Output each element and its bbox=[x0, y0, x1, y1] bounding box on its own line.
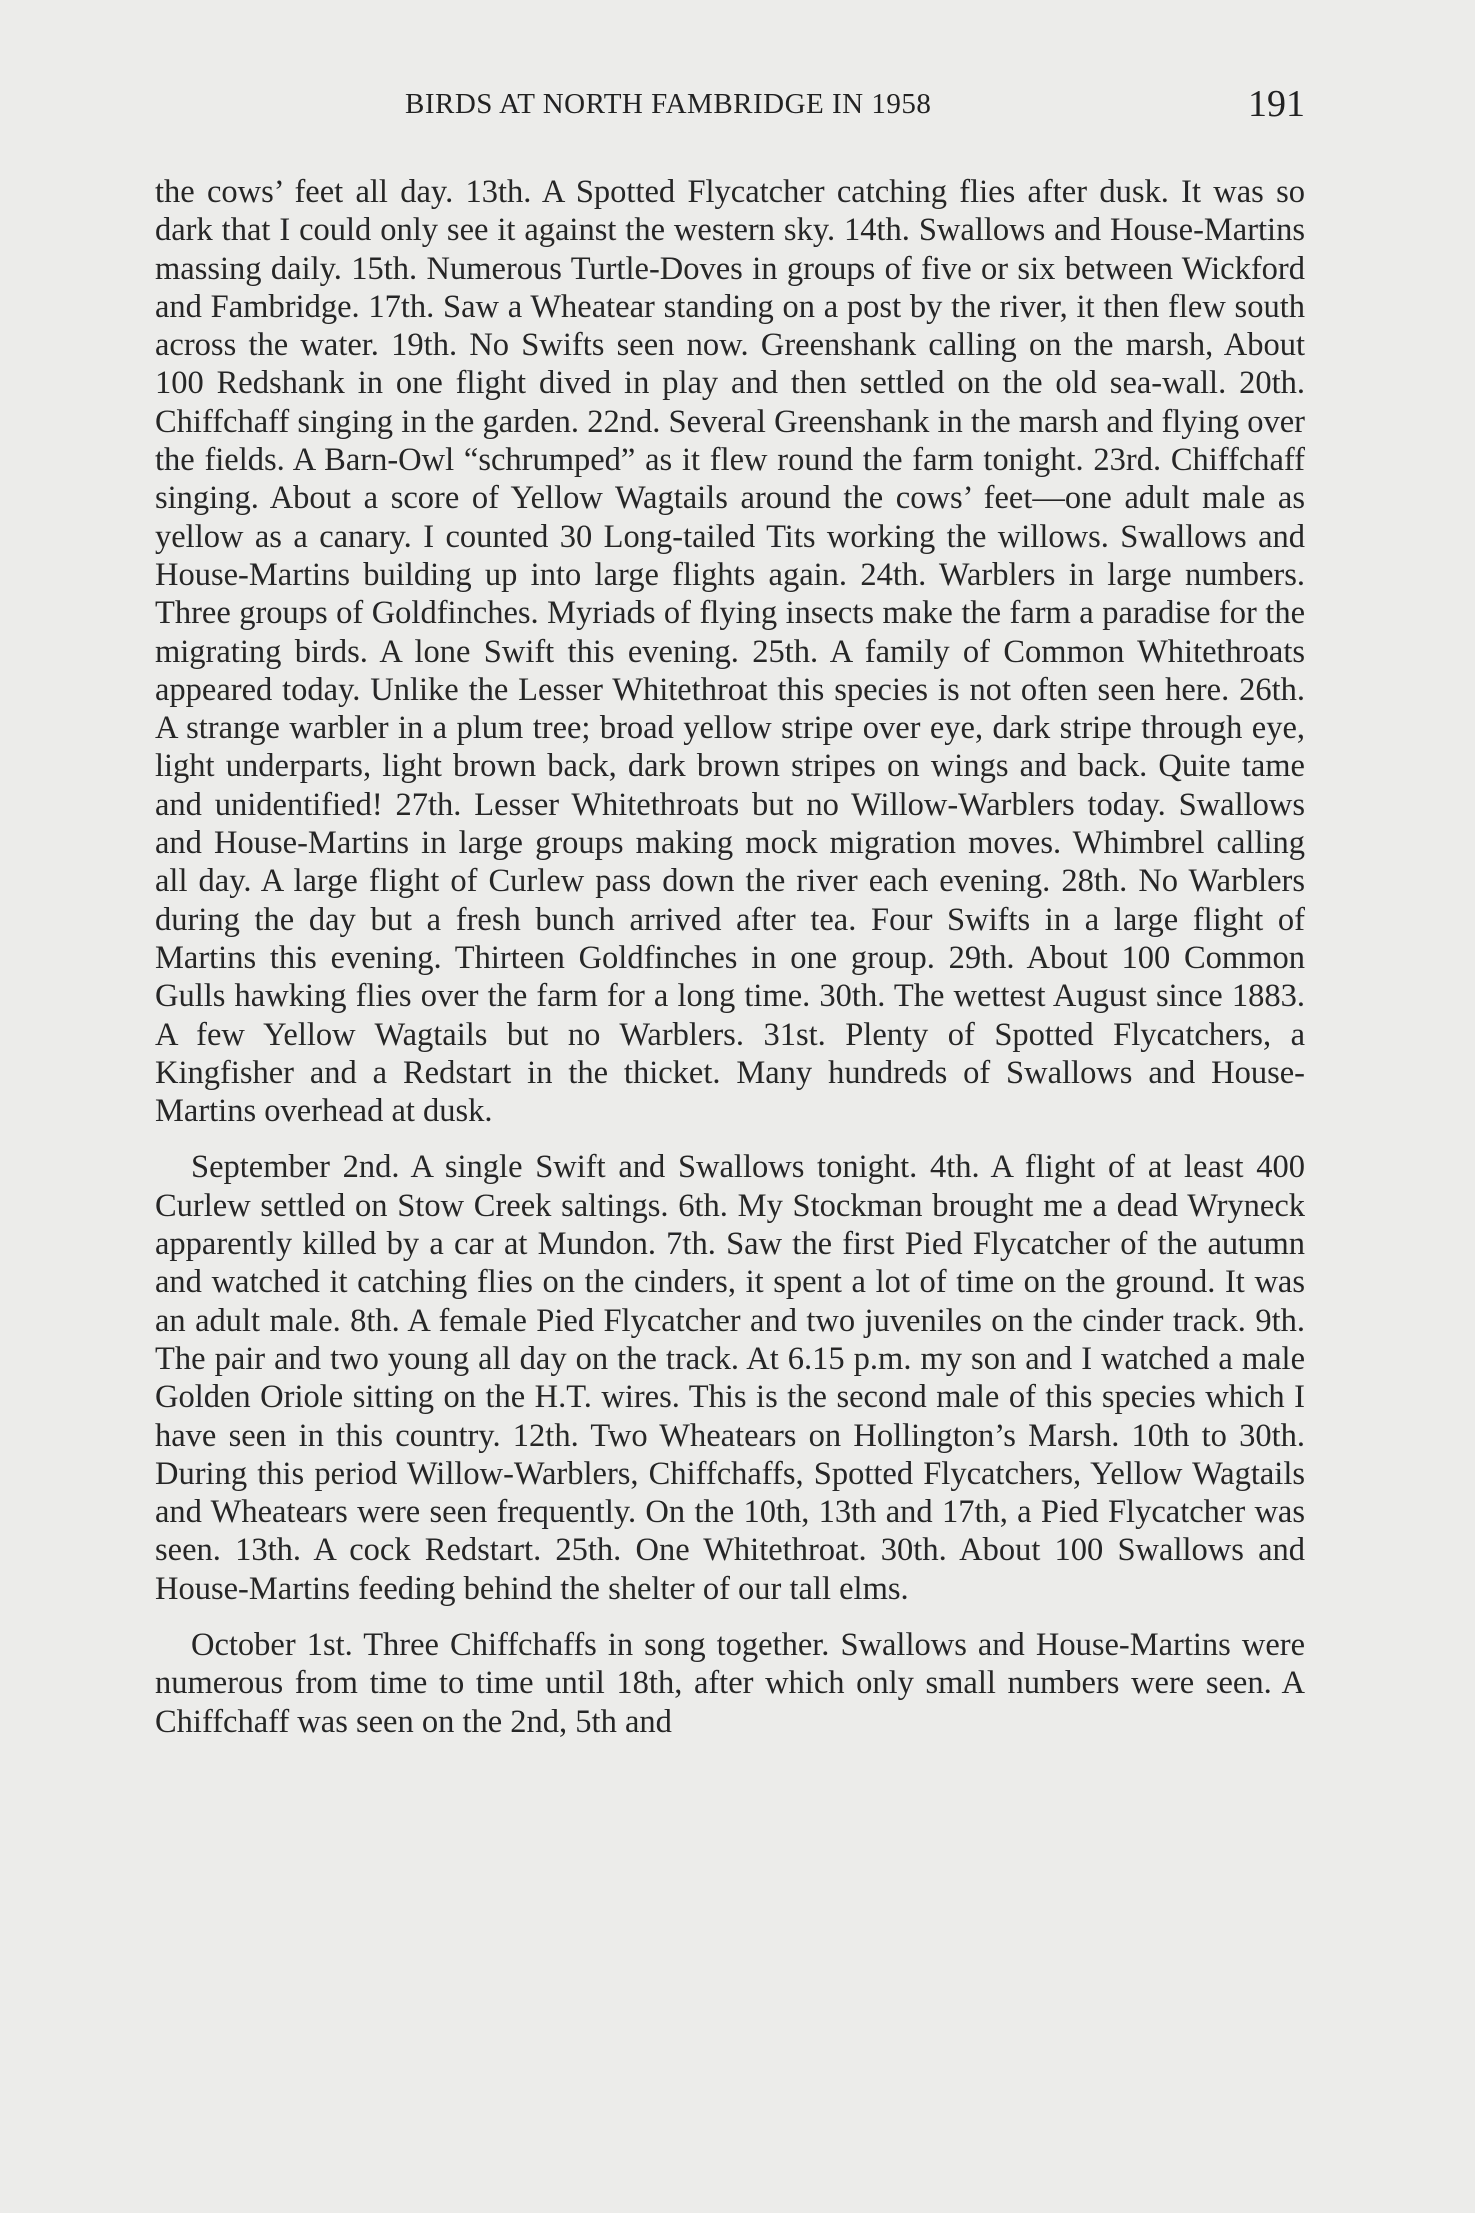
running-head: BIRDS AT NORTH FAMBRIDGE IN 1958 bbox=[405, 88, 932, 120]
page-header bbox=[155, 82, 1305, 132]
paragraph-september: September 2nd. A single Swift and Swallows tonight. 4th. A flight of at least 400 Curlew settled on Stow Creek saltings. 6th. My Stockman brought me a dead Wryneck apparently killed by a car at Mundon. 7th. Saw the first Pied Flycatcher of the autumn and watched it catching flies on the cinders, it spent a lot of time on the ground. It was an adult male. 8th. A female Pied Flycatcher and two juveniles on the cinder track. 9th. The pair and two young all day on the track. At 6.15 p.m. my son and I watched a male Golden Oriole sitting on the H.T. wires. This is the second male of this species which I have seen in this country. 12th. Two Wheatears on Hollington’s Marsh. 10th to 30th. During this period Willow-Warblers, Chiffchaffs, Spotted Flycatchers, Yellow Wagtails and Wheatears were seen frequently. On the 10th, 13th and 17th, a Pied Flycatcher was seen. 13th. A cock Redstart. 25th. One Whitethroat. 30th. About 100 Swallows and House-Martins feeding behind the shelter of our tall elms. bbox=[155, 1149, 1305, 1607]
page-number: 191 bbox=[1248, 83, 1305, 125]
paragraph-august: the cows’ feet all day. 13th. A Spotted Flycatcher catching flies after dusk. It was so dark that I could only see it against the western sky. 14th. Swallows and House-Martins massing daily. 15th. Numerous Turtle-Doves in groups of five or six between Wickford and Fambridge. 17th. Saw a Wheatear standing on a post by the river, it then flew south across the water. 19th. No Swifts seen now. Greenshank calling on the marsh, About 100 Redshank in one flight dived in play and then settled on the old sea-wall. 20th. Chiffchaff singing in the garden. 22nd. Several Greenshank in the marsh and flying over the fields. A Barn-Owl “schrumped” as it flew round the farm tonight. 23rd. Chiffchaff singing. About a score of Yellow Wagtails around the cows’ feet—one adult male as yellow as a canary. I counted 30 Long-tailed Tits working the willows. Swallows and House-Martins building up into large flights again. 24th. Warblers in large numbers. Three groups of Goldfinches. Myriads of flying insects make the farm a paradise for the migrating birds. A lone Swift this evening. 25th. A family of Common Whitethroats appeared today. Unlike the Lesser Whitethroat this species is not often seen here. 26th. A strange warbler in a plum tree; broad yellow stripe over eye, dark stripe through eye, light underparts, light brown back, dark brown stripes on wings and back. Quite tame and unidentified! 27th. Lesser Whitethroats but no Willow-Warblers today. Swallows and House-Martins in large groups making mock migration moves. Whimbrel calling all day. A large flight of Curlew pass down the river each evening. 28th. No Warblers during the day but a fresh bunch arrived after tea. Four Swifts in a large flight of Martins this evening. Thirteen Goldfinches in one group. 29th. About 100 Common Gulls hawking flies over the farm for a long time. 30th. The wettest August since 1883. A few Yellow Wagtails but no Warblers. 31st. Plenty of Spotted Flycatchers, a Kingfisher and a Redstart in the thicket. Many hundreds of Swallows and House-Martins overhead at dusk. bbox=[155, 174, 1305, 1130]
paragraph-october: October 1st. Three Chiffchaffs in song together. Swallows and House-Martins were numerous from time to time until 18th, after which only small numbers were seen. A Chiffchaff was seen on the 2nd, 5th and bbox=[155, 1626, 1305, 1740]
body-text bbox=[155, 173, 1305, 1741]
